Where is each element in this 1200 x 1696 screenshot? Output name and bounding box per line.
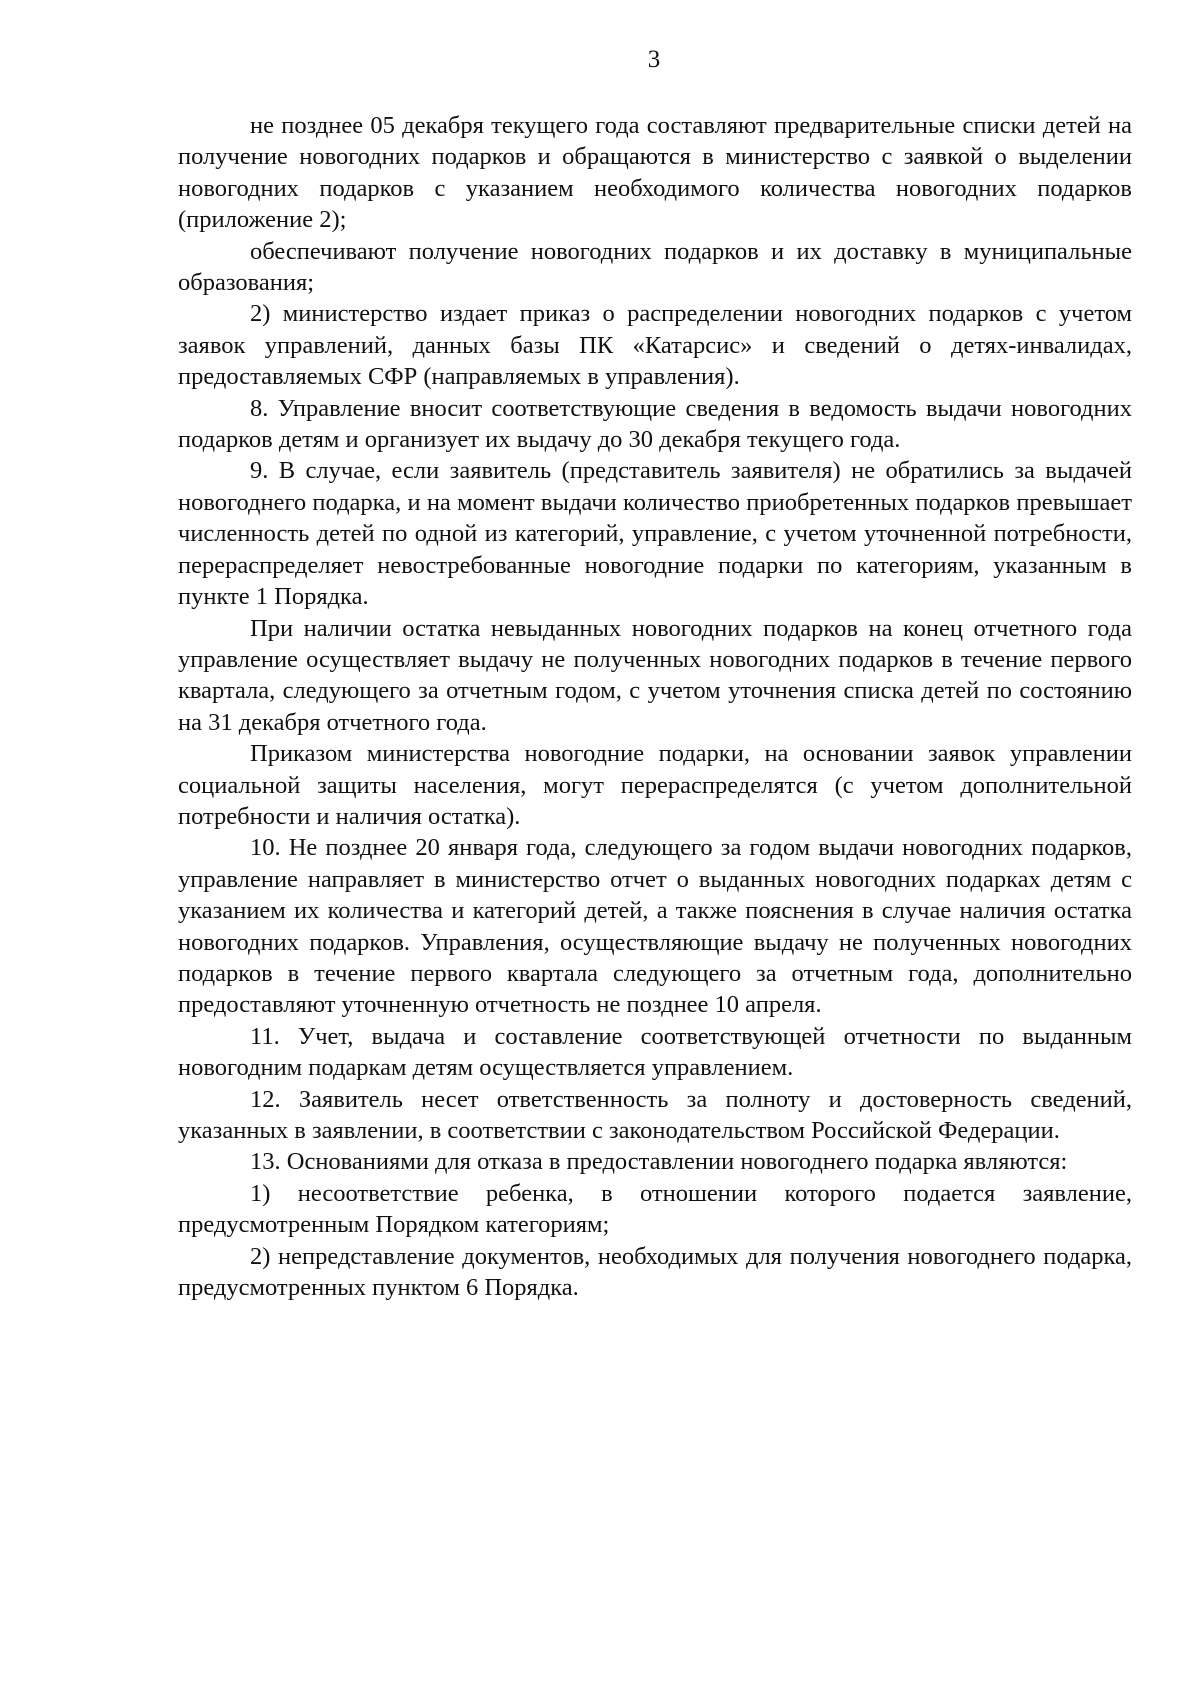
paragraph-item-12: 12. Заявитель несет ответственность за полноту и достоверность сведений, указанных в заявлении, в соответствии с законодательством Российской Федерации.	[178, 1085, 1132, 1144]
paragraph-remaining-gifts: При наличии остатка невыданных новогодних подарков на конец отчетного года управление осуществляет выдачу не полученных новогодних подарков в течение первого квартала, следующего за отчетным годом, с учетом уточнения списка детей по состоянию на 31 декабря отчетного года.	[178, 614, 1132, 736]
paragraph-item-13: 13. Основаниями для отказа в предоставлении новогоднего подарка являются:	[250, 1148, 1068, 1176]
paragraph-item-9: 9. В случае, если заявитель (представитель заявителя) не обратились за выдачей новогоднего подарка, и на момент выдачи количество приобретенных подарков превышает численность детей по одной из категорий, управление, с учетом уточненной потребности, перераспределяет невостребованные новогодние подарки по категориям, указанным в пункте 1 Порядка.	[178, 457, 1132, 611]
page-number: 3	[647, 46, 661, 73]
paragraph-refusal-2: 2) непредставление документов, необходимых для получения новогоднего подарка, предусмотренных пунктом 6 Порядка.	[178, 1242, 1132, 1302]
paragraph-refusal-1: 1) несоответствие ребенка, в отношении которого подается заявление, предусмотренным Порядком категориям;	[178, 1179, 1132, 1239]
paragraph-delivery: обеспечивают получение новогодних подарков и их доставку в муниципальные образования;	[178, 237, 1132, 297]
document-body	[178, 110, 1132, 1303]
paragraph-item-8: 8. Управление вносит соответствующие сведения в ведомость выдачи новогодних подарков детям и организует их выдачу до 30 декабря текущего года.	[178, 394, 1132, 454]
paragraph-item-10: 10. Не позднее 20 января года, следующего за годом выдачи новогодних подарков, управление направляет в министерство отчет о выданных новогодних подарках детям с указанием их количества и категорий детей, а также пояснения в случае наличия остатка новогодних подарков. Управления, осуществляющие выдачу не полученных новогодних подарков в течение первого квартала следующего за отчетным года, дополнительно предоставляют уточненную отчетность не позднее 10 апреля.	[178, 834, 1132, 1019]
paragraph-ministry-order: 2) министерство издает приказ о распределении новогодних подарков с учетом заявок управлений, данных базы ПК «Катарсис» и сведений о детях-инвалидах, предоставляемых СФР (направляемых в управления).	[178, 300, 1132, 391]
paragraph-item-11: 11. Учет, выдача и составление соответствующей отчетности по выданным новогодним подаркам детям осуществляется управлением.	[178, 1022, 1132, 1082]
paragraph-redistribution: Приказом министерства новогодние подарки, на основании заявок управлении социальной защиты населения, могут перераспределятся (с учетом дополнительной потребности и наличия остатка).	[178, 740, 1132, 830]
paragraph-deadline-lists: не позднее 05 декабря текущего года составляют предварительные списки детей на получение новогодних подарков и обращаются в министерство с заявкой о выделении новогодних подарков с указанием необходимого количества новогодних подарков (приложение 2);	[178, 112, 1132, 234]
